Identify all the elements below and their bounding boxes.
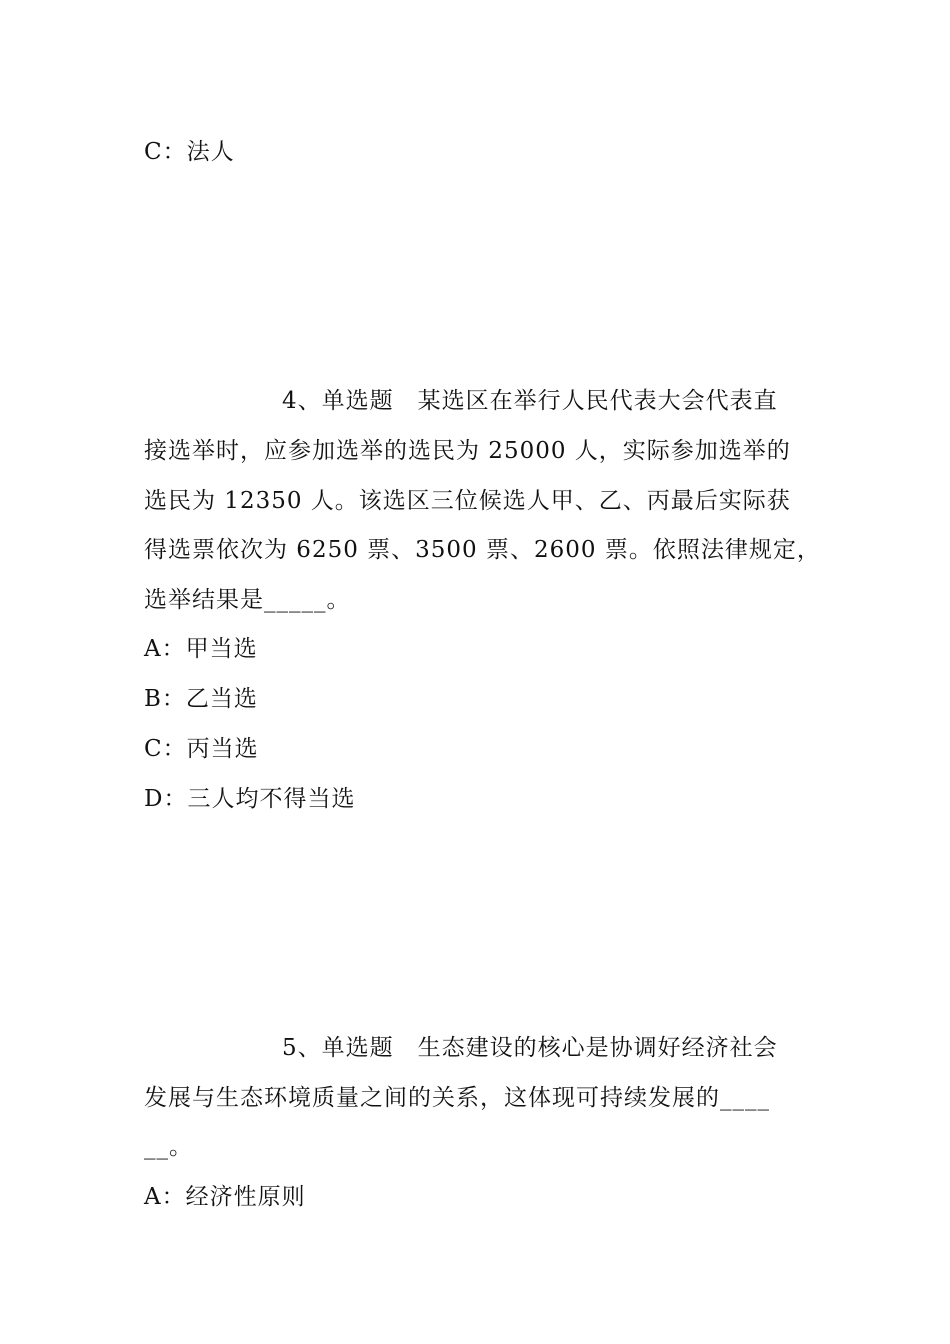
question-5-line-2: 发展与生态环境质量之间的关系，这体现可持续发展的____ [144, 1085, 770, 1111]
question-4-line-1: 4、单选题 某选区在举行人民代表大会代表直 [282, 388, 778, 414]
question-4-option-a: A：甲当选 [144, 636, 258, 662]
question-5-option-a: A：经济性原则 [144, 1184, 306, 1210]
question-4-line-4: 得选票依次为 6250 票、3500 票、2600 票。依照法律规定， [144, 537, 821, 563]
question-4-line-5: 选举结果是_____。 [144, 587, 351, 613]
question-4-option-d: D：三人均不得当选 [144, 786, 356, 812]
question-5-line-3: __。 [144, 1134, 193, 1160]
question-4-option-c: C：丙当选 [144, 736, 259, 762]
prev-question-option-c: C：法人 [144, 139, 235, 165]
question-5-line-1: 5、单选题 生态建设的核心是协调好经济社会 [282, 1035, 778, 1061]
question-4-line-3: 选民为 12350 人。该选区三位候选人甲、乙、丙最后实际获 [144, 488, 791, 514]
question-4-line-2: 接选举时，应参加选举的选民为 25000 人，实际参加选举的 [144, 438, 791, 464]
question-4-option-b: B：乙当选 [144, 686, 258, 712]
